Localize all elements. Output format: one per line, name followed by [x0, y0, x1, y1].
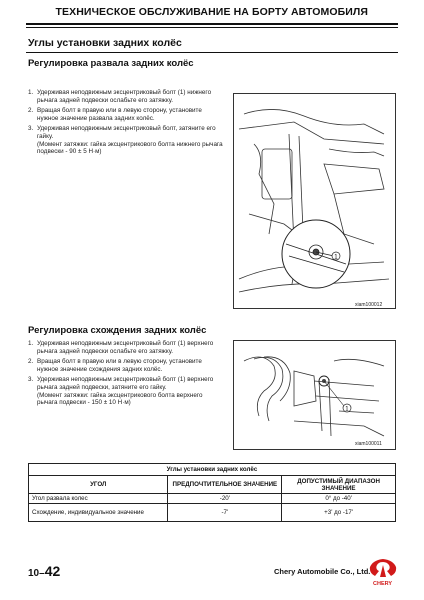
camber-step: 3. Удерживая неподвижным эксцентриковый болт, затяните его гайку.: [28, 125, 216, 140]
chery-logo: [364, 557, 402, 587]
table-row: [29, 494, 396, 504]
camber-title: Регулировка развала задних колёс: [28, 58, 194, 69]
toe-step: 2. Вращая болт в правую или в левую сторону, установите нужное значение схождения задних колёс.: [28, 358, 202, 373]
callout-number: 1: [345, 406, 349, 413]
page-number: 10–42: [28, 563, 61, 579]
company-name: Chery Automobile Co., Ltd.: [274, 567, 371, 576]
camber-illustration: [234, 94, 395, 308]
toe-torque-note: (Момент затяжки: гайка эксцентрикового болта верхнего рычага подвески - 150 ± 10 Н·м): [37, 391, 203, 407]
table-cell: 0° до -40': [282, 494, 396, 504]
camber-step: 2. Вращая болт в правую или в левую сторону, установите нужное значение развала задних колёс.: [28, 107, 202, 122]
camber-steps: [28, 89, 224, 159]
table-header-range: ДОПУСТИМЫЙ ДИАПАЗОН ЗНАЧЕНИЕ: [282, 476, 396, 494]
svg-text:CHERY: CHERY: [373, 581, 393, 587]
table-cell: Схождение, индивидуальное значение: [29, 504, 168, 522]
header-rule-thin: [26, 27, 398, 28]
callout-number: 1: [334, 254, 338, 261]
camber-figure: [233, 93, 396, 309]
toe-steps: [28, 340, 224, 410]
table-header-angle: УГОЛ: [29, 476, 168, 494]
toe-figure: [233, 340, 396, 450]
alignment-spec-table: [28, 463, 396, 522]
camber-figure-caption: xiam100012: [355, 302, 383, 308]
camber-torque-note: (Момент затяжки: гайка эксцентрикового болта нижнего рычага подвески - 90 ± 5 Н·м): [37, 140, 223, 156]
table-cell: +3' до -17': [282, 504, 396, 522]
camber-step: 1. Удерживая неподвижным эксцентриковый болт (1) нижнего рычага задней подвески ослабьте его затяжку.: [28, 89, 212, 104]
header-rule: [26, 23, 398, 25]
toe-step: 1. Удерживая неподвижным эксцентриковый болт (1) верхнего рычага задней подвески ослабьте его затяжку.: [28, 340, 214, 355]
table-header-preferred: ПРЕДПОЧТИТЕЛЬНОЕ ЗНАЧЕНИЕ: [168, 476, 282, 494]
toe-figure-caption: xiam100011: [355, 441, 382, 447]
table-cell: -7': [168, 504, 282, 522]
table-caption: Углы установки задних колёс: [29, 464, 396, 476]
table-row: [29, 504, 396, 522]
table-cell: -20': [168, 494, 282, 504]
table-cell: Угол развала колес: [29, 494, 168, 504]
toe-illustration: [234, 341, 395, 449]
section-rule: [26, 52, 398, 53]
toe-title: Регулировка схождения задних колёс: [28, 325, 207, 336]
header-title: ТЕХНИЧЕСКОЕ ОБСЛУЖИВАНИЕ НА БОРТУ АВТОМОБИЛЯ: [55, 6, 368, 18]
toe-step: 3. Удерживая неподвижным эксцентриковый болт (1) верхнего рычага задней подвески, затяните его гайку.: [28, 376, 214, 391]
section-title: Углы установки задних колёс: [28, 37, 182, 49]
